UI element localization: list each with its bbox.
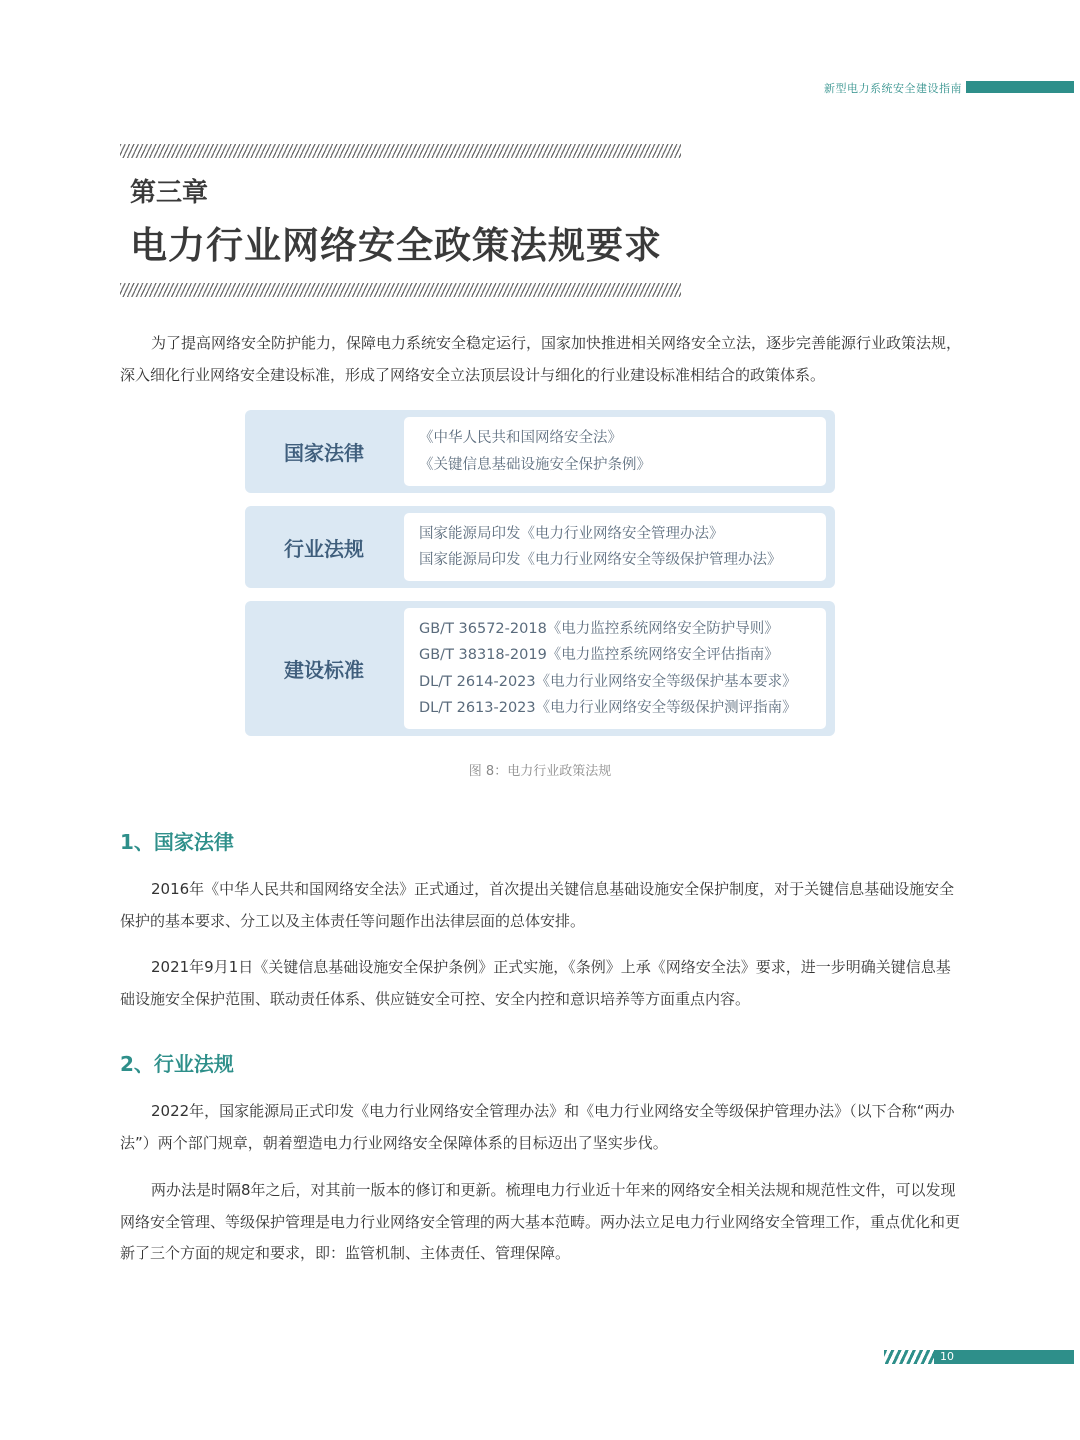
row-label: 国家法律 [284,441,364,465]
row-items [404,417,826,486]
row-label: 建设标准 [284,658,364,682]
row-item: GB/T 38318-2019《电力监控系统网络安全评估指南》 [419,647,779,663]
bottom-hatch-divider [120,283,681,297]
header-accent-bar [966,81,1074,93]
section-paragraph: 2021年9月1日《关键信息基础设施安全保护条例》正式实施，《条例》上承《网络安全法》要求，进一步明确关键信息基础设施安全保护范围、联动责任体系、供应链安全可控、安全内控和意识培养等方面重点内容。 [120,958,951,1008]
top-hatch-divider [120,144,681,158]
row-label: 行业法规 [284,536,364,561]
section-paragraph: 2016年《中华人民共和国网络安全法》正式通过，首次提出关键信息基础设施安全保护制度，对于关键信息基础设施安全保护的基本要求、分工以及主体责任等问题作出法律层面的总体安排。 [120,880,955,930]
section-paragraph: 两办法是时隔8年之后，对其前一版本的修订和更新。梳理电力行业近十年来的网络安全相关法规和规范性文件，可以发现网络安全管理、等级保护管理是电力行业网络安全管理的两大基本范畴。两办法立足电力行业网络安全管理工作，重点优化和更新了三个方面的规定和要求，即：监管机制、主体责任、管理保障。 [120,1181,961,1262]
section-title-industry-regulation: 2、行业法规 [120,1052,234,1076]
figure-row-industry-regulation [245,506,835,588]
page-number: 10 [940,1350,954,1363]
intro-paragraph: 为了提高网络安全防护能力，保障电力系统安全稳定运行，国家加快推进相关网络安全立法，逐步完善能源行业政策法规，深入细化行业网络安全建设标准，形成了网络安全立法顶层设计与细化的行业建设标准相结合的政策体系。 [120,334,962,384]
section-paragraph: 2022年，国家能源局正式印发《电力行业网络安全管理办法》和《电力行业网络安全等级保护管理办法》（以下合称“两办法”）两个部门规章，朝着塑造电力行业网络安全保障体系的目标迈出了坚实步伐。 [120,1102,955,1152]
running-header-title: 新型电力系统安全建设指南 [824,82,962,95]
row-item: GB/T 36572-2018《电力监控系统网络安全防护导则》 [419,620,779,637]
row-item: 《中华人民共和国网络安全法》 [419,430,622,446]
row-item: 国家能源局印发《电力行业网络安全管理办法》 [419,525,724,542]
chapter-label: 第三章 [130,178,209,208]
footer-hatch [884,1350,936,1364]
row-item: DL/T 2614-2023《电力行业网络安全等级保护基本要求》 [419,673,797,690]
section-title-national-law: 1、国家法律 [120,830,234,854]
figure-row-national-law [245,410,835,493]
row-items [404,608,826,729]
footer-accent-bar [934,1350,1074,1364]
row-item: DL/T 2613-2023《电力行业网络安全等级保护测评指南》 [419,700,797,716]
row-item: 《关键信息基础设施安全保护条例》 [419,456,651,473]
figure-row-construction-standard [245,601,835,736]
row-item: 国家能源局印发《电力行业网络安全等级保护管理办法》 [419,552,782,568]
figure-caption: 图 8：电力行业政策法规 [468,764,612,779]
chapter-title: 电力行业网络安全政策法规要求 [130,224,662,267]
row-items [404,513,826,581]
